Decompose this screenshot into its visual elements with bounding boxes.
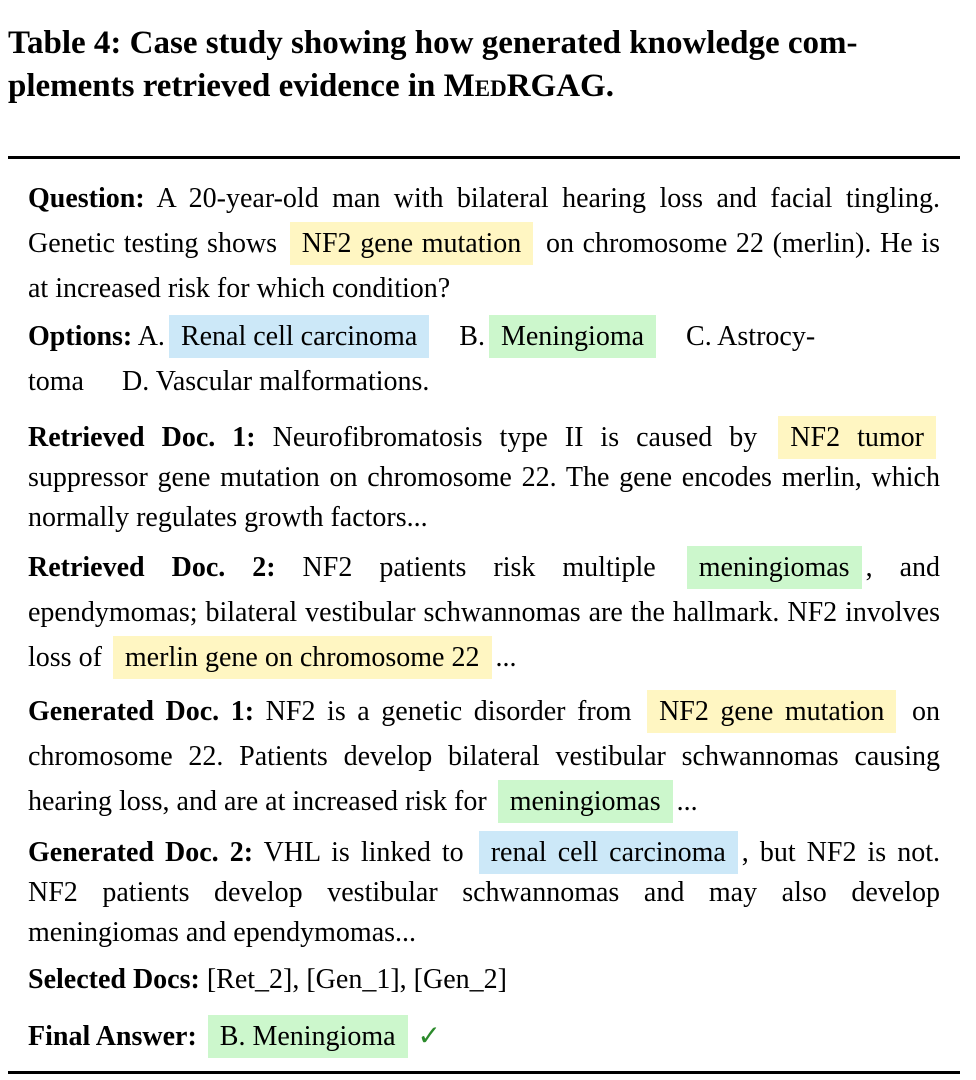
retrieved-doc-2-text-3: ... (495, 642, 517, 673)
retrieved-doc-2-highlight-2: merlin gene on chromosome 22 (113, 636, 492, 679)
generated-doc-2-block (28, 833, 940, 953)
generated-doc-1-highlight-2: meningiomas (498, 780, 673, 823)
final-answer-label: Final Answer: (28, 1021, 197, 1052)
caption-period: . (605, 68, 614, 104)
option-c-text: C. Astrocy- (686, 321, 816, 352)
option-a-prefix: A. (132, 321, 165, 352)
generated-doc-1-highlight-1: NF2 gene mutation (647, 690, 896, 733)
question-highlight: NF2 gene mutation (290, 222, 534, 265)
retrieved-doc-2-block (28, 545, 940, 680)
retrieved-doc-1-block (28, 418, 940, 538)
retrieved-doc-1-text-1: Neurofibromatosis type II is caused by (255, 422, 775, 453)
selected-docs-label: Selected Docs: (28, 964, 200, 995)
question-text-2: on chromosome 22 (merlin). He is at increased risk for which condition? (28, 228, 940, 304)
option-b-prefix: B. (459, 321, 485, 352)
final-answer-block (28, 1014, 940, 1059)
option-b-highlight: Meningioma (489, 315, 656, 358)
generated-doc-2-highlight: renal cell carcinoma (479, 831, 738, 874)
option-a-highlight: Renal cell carcinoma (169, 315, 429, 358)
table-caption (8, 22, 970, 108)
question-text-1: A 20-year-old man with bilateral hearing loss and facial tingling. Genetic testing shows (28, 183, 940, 259)
checkmark-icon: ✓ (417, 1021, 442, 1052)
selected-docs-block (28, 960, 940, 1000)
generated-doc-1-text-3: ... (676, 786, 698, 817)
caption-line-2: plements retrieved evidence in (8, 68, 444, 104)
retrieved-doc-2-highlight-1: meningiomas (687, 546, 862, 589)
option-d-text: D. Vascular malformations. (122, 366, 430, 397)
retrieved-doc-1-highlight: NF2 tumor (778, 416, 936, 459)
generated-doc-1-text-1: NF2 is a genetic disorder from (254, 696, 644, 727)
retrieved-doc-1-label: Retrieved Doc. 1: (28, 422, 256, 453)
caption-line-1: Table 4: Case study showing how generated knowledge com- (8, 25, 858, 61)
question-block (28, 176, 940, 311)
method-name: MedRGAG (443, 68, 606, 104)
question-label: Question: (28, 183, 145, 214)
table-bottom-rule (8, 1071, 960, 1074)
options-block (28, 314, 940, 404)
selected-docs-text: [Ret_2], [Gen_1], [Gen_2] (199, 964, 507, 995)
retrieved-doc-2-label: Retrieved Doc. 2: (28, 552, 276, 583)
generated-doc-1-label: Generated Doc. 1: (28, 696, 255, 727)
option-c-cont: toma (28, 366, 84, 397)
options-label: Options: (28, 321, 133, 352)
generated-doc-2-text-2: , but NF2 is not. NF2 patients develop vestibular schwannomas and may also develop meningiomas and ependymomas... (28, 837, 940, 948)
generated-doc-1-text-2: on chromosome 22. Patients develop bilateral vestibular schwannomas causing hearing loss, and are at increased risk for (28, 696, 940, 817)
final-answer-highlight: B. Meningioma (208, 1015, 408, 1058)
generated-doc-2-text-1: VHL is linked to (253, 837, 475, 868)
retrieved-doc-2-text-1: NF2 patients risk multiple (275, 552, 683, 583)
generated-doc-2-label: Generated Doc. 2: (28, 837, 254, 868)
table-top-rule (8, 156, 960, 159)
generated-doc-1-block (28, 689, 940, 824)
retrieved-doc-2-text-2: , and ependymomas; bilateral vestibular schwannomas are the hallmark. NF2 involves loss of (28, 552, 940, 673)
retrieved-doc-1-text-2: suppressor gene mutation on chromosome 22. The gene encodes merlin, which normally regulates growth factors... (28, 462, 940, 533)
